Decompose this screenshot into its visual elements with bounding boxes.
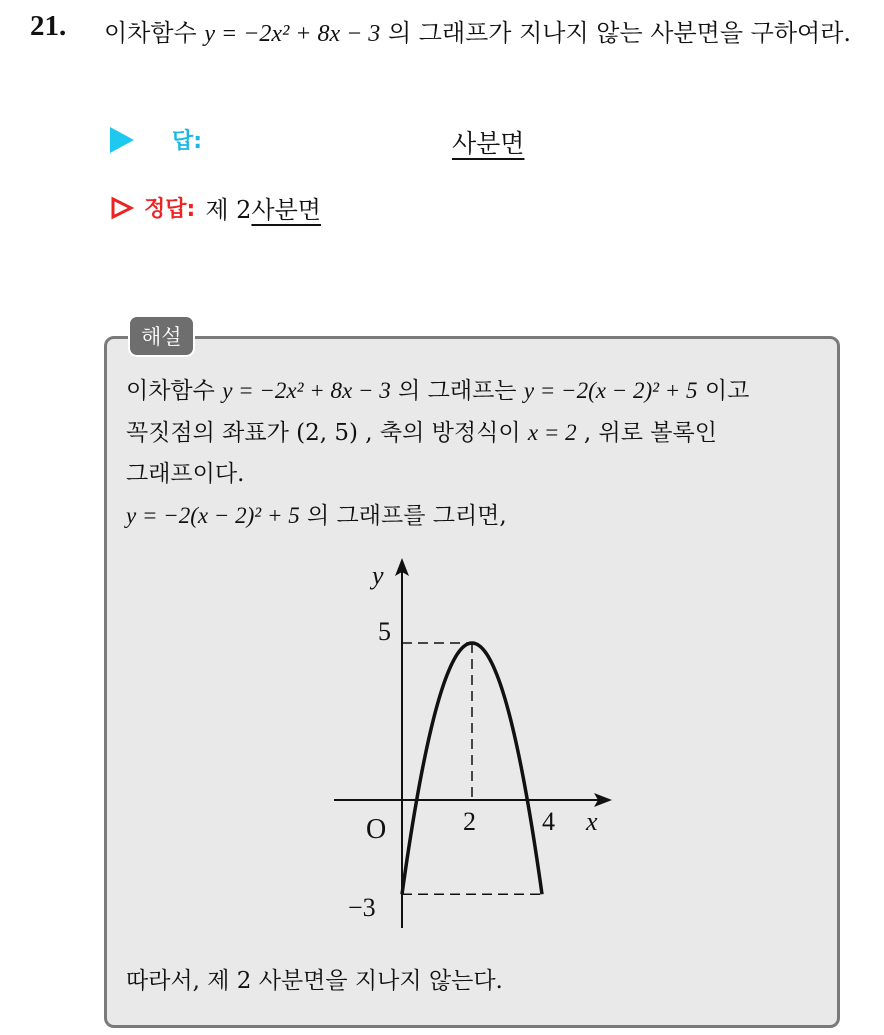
y-axis-label: y bbox=[372, 561, 384, 590]
explanation-badge: 해설 bbox=[128, 315, 195, 357]
correct-answer-label: 정답: bbox=[144, 197, 196, 222]
explanation-conclusion: 따라서, 제 2 사분면을 지나지 않는다. bbox=[126, 968, 503, 994]
tick-label-x-4: 4 bbox=[542, 807, 555, 836]
question-text-after: 의 그래프가 지나지 않는 사분면을 구하여라. bbox=[380, 19, 852, 47]
question-number: 21. bbox=[30, 10, 67, 42]
answer-row bbox=[110, 124, 525, 158]
correct-answer-prefix: 제 2 bbox=[205, 196, 252, 224]
tick-label-y-5: 5 bbox=[378, 617, 391, 646]
explanation-text bbox=[126, 370, 838, 537]
play-triangle-icon bbox=[110, 127, 134, 153]
explanation-line-4: y = −2(x − 2)² + 5 의 그래프를 그리면, bbox=[126, 503, 507, 529]
question-text bbox=[104, 12, 874, 55]
explanation-line-2: 꼭짓점의 좌표가 (2, 5) , 축의 방정식이 x = 2 , 위로 볼록인 bbox=[126, 420, 717, 446]
x-axis-label: x bbox=[586, 807, 598, 836]
tick-label-y-neg3: −3 bbox=[348, 893, 376, 922]
explanation-line-1: 이차함수 y = −2x² + 8x − 3 의 그래프는 y = −2(x − 2)² + 5 이고 bbox=[126, 378, 750, 404]
correct-answer-value bbox=[205, 190, 321, 225]
question-formula: y = −2x² + 8x − 3 bbox=[204, 21, 381, 47]
outline-triangle-icon bbox=[110, 196, 134, 220]
answer-label: 답: bbox=[172, 129, 203, 154]
parabola-graph bbox=[330, 548, 630, 940]
answer-value: 사분면 bbox=[452, 129, 525, 158]
explanation-line-3: 그래프이다. bbox=[126, 461, 245, 487]
question-text-before: 이차함수 bbox=[104, 19, 205, 47]
correct-answer-row bbox=[110, 190, 321, 225]
correct-answer-underlined: 사분면 bbox=[251, 196, 321, 224]
origin-label: O bbox=[366, 814, 387, 845]
tick-label-x-2: 2 bbox=[463, 807, 476, 836]
